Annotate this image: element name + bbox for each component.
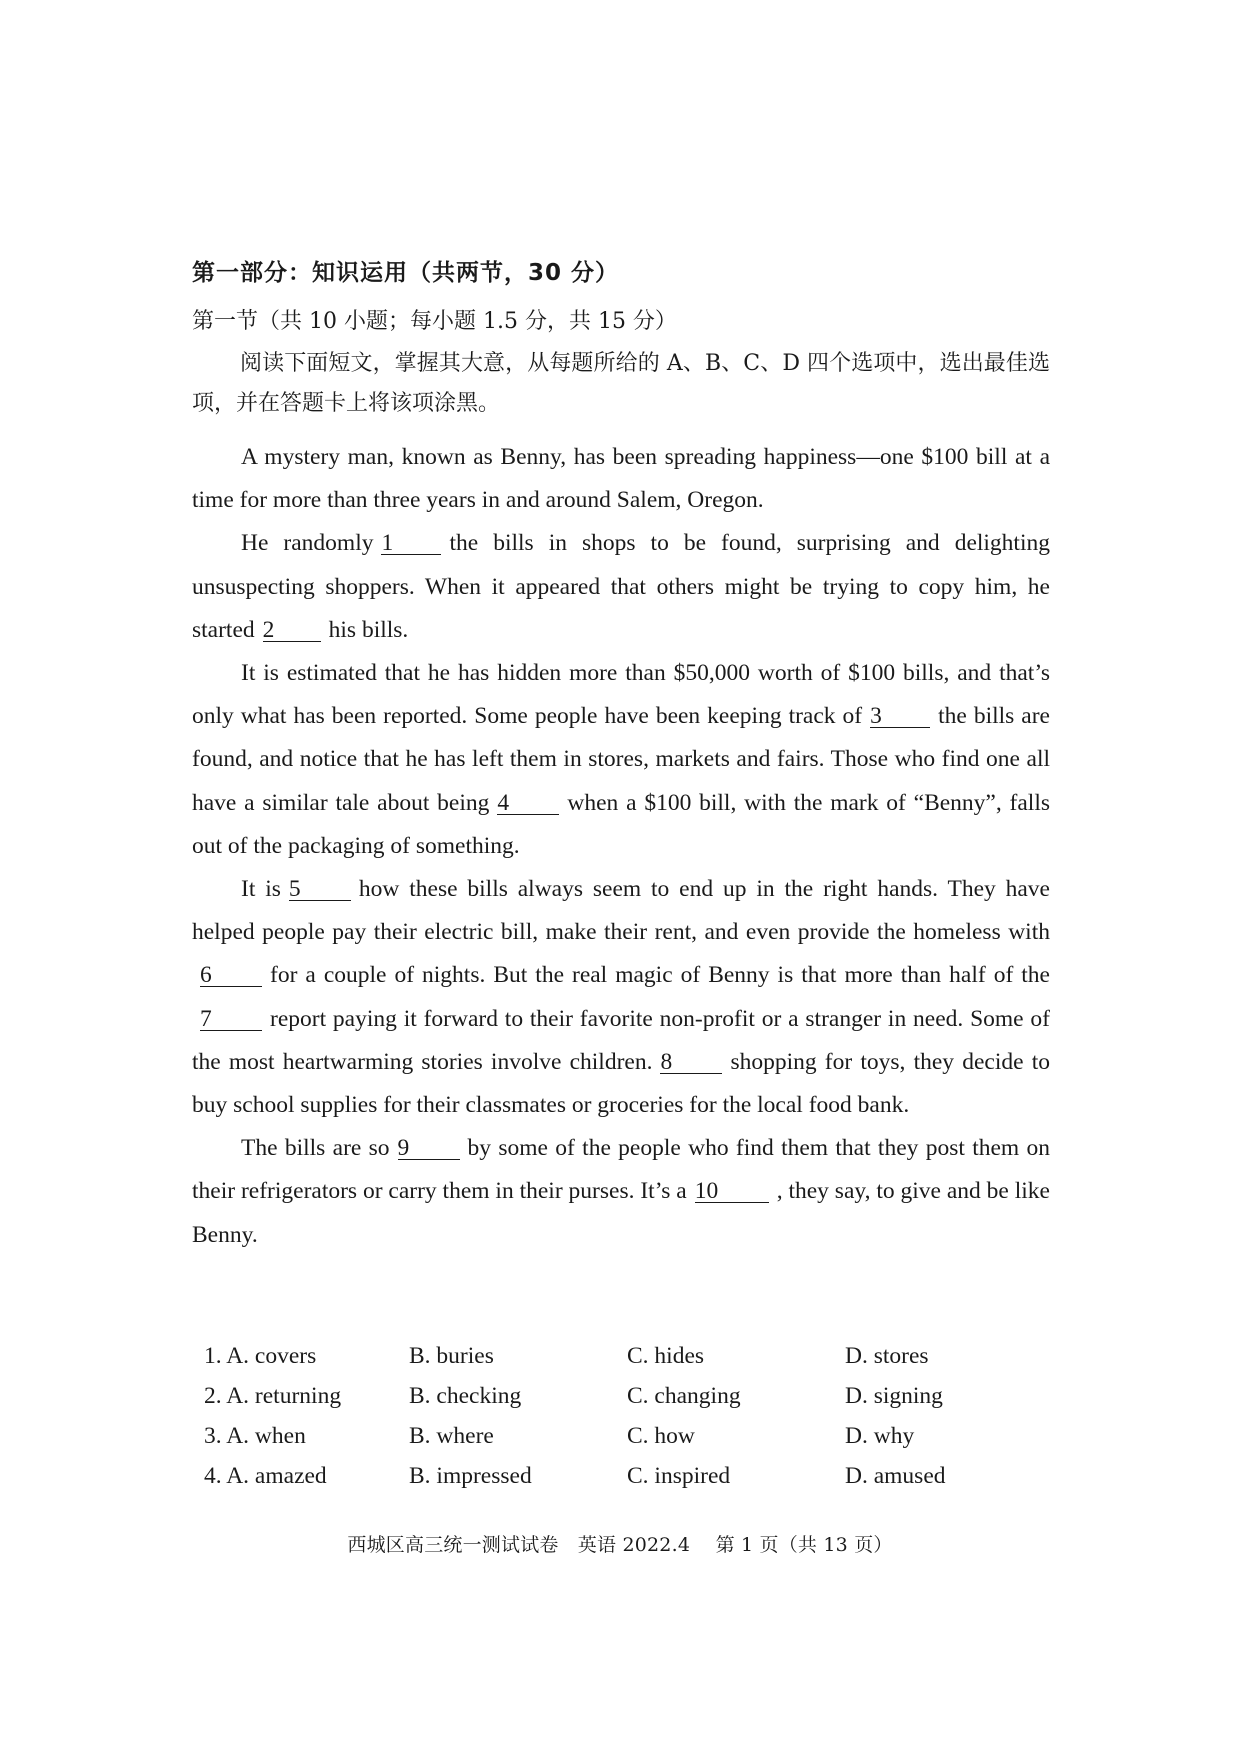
option-b: B. impressed	[409, 1463, 532, 1489]
passage-text: when a $100 bill, with the mark of “Benny”, falls out of the packaging of something.	[192, 789, 1050, 859]
passage-text: It is	[241, 876, 281, 903]
blank-8: 8	[660, 1051, 722, 1074]
section-title: 第一节（共 10 小题；每小题 1.5 分，共 15 分）	[192, 309, 677, 334]
passage-text: A mystery man, known as Benny, has been spreading happiness—one $100 bill at a time for more than three years in and around Salem, Oregon.	[192, 444, 1050, 514]
blank-1: 1	[381, 532, 441, 555]
passage-text: by some of the people who find them that they post them on their refrigerators or carry them in their purses. It’s a	[192, 1135, 1050, 1205]
passage-paragraph-2	[192, 522, 1050, 652]
option-c: C. inspired	[627, 1463, 731, 1489]
option-c: C. how	[627, 1423, 695, 1449]
passage-text: report paying it forward to their favorite non-profit or a stranger in need. Some of the most heartwarming stories involve children.	[192, 1005, 1050, 1075]
option-row-4	[204, 1456, 1004, 1496]
option-d: D. amused	[845, 1463, 946, 1489]
option-d: D. signing	[845, 1383, 943, 1409]
option-a: 3. A. when	[204, 1423, 306, 1449]
blank-6: 6	[200, 964, 262, 987]
instructions: 阅读下面短文，掌握其大意，从每题所给的 A、B、C、D 四个选项中，选出最佳选项，并在答题卡上将该项涂黑。	[192, 351, 1050, 416]
cloze-passage	[192, 436, 1050, 1257]
passage-text: It is estimated that he has hidden more than $50,000 worth of $100 bills, and that’s only what has been reported. Some people have been keeping track of	[192, 660, 1050, 730]
option-b: B. buries	[409, 1343, 494, 1369]
passage-text: his bills.	[328, 616, 409, 643]
blank-9: 9	[398, 1137, 460, 1160]
passage-text: , they say, to give and be like Benny.	[192, 1178, 1050, 1248]
option-d: D. stores	[845, 1343, 929, 1369]
passage-paragraph-1	[192, 436, 1050, 522]
passage-paragraph-4	[192, 868, 1050, 1127]
passage-text: how these bills always seem to end up in the right hands. They have helped people pay their electric bill, make their rent, and even provide the homeless with	[192, 876, 1050, 946]
blank-3: 3	[870, 705, 930, 728]
passage-text: shopping for toys, they decide to buy school supplies for their classmates or groceries for the local food bank.	[192, 1048, 1050, 1119]
option-b: B. where	[409, 1423, 494, 1449]
part-title: 第一部分：知识运用（共两节，30 分）	[192, 260, 620, 286]
answer-options	[204, 1336, 1004, 1496]
option-row-1	[204, 1336, 1004, 1376]
passage-paragraph-3	[192, 652, 1050, 868]
blank-2: 2	[263, 619, 321, 642]
passage-text: the bills are found, and notice that he has left them in stores, markets and fairs. Those who find one all have a similar tale about being	[192, 703, 1050, 816]
blank-10: 10	[695, 1180, 769, 1203]
option-row-3	[204, 1416, 1004, 1456]
option-a: 4. A. amazed	[204, 1463, 327, 1489]
blank-7: 7	[200, 1008, 262, 1031]
option-c: C. hides	[627, 1343, 705, 1369]
option-a: 2. A. returning	[204, 1383, 342, 1409]
passage-text: for a couple of nights. But the real magic of Benny is that more than half of the	[270, 962, 1050, 989]
blank-4: 4	[497, 792, 559, 815]
passage-text: the bills in shops to be found, surprising and delighting unsuspecting shoppers. When it appeared that others might be trying to copy him, he started	[192, 530, 1050, 643]
passage-text: He randomly	[241, 530, 374, 557]
option-d: D. why	[845, 1423, 915, 1449]
option-c: C. changing	[627, 1383, 741, 1409]
page-footer: 西城区高三统一测试试卷 英语 2022.4 第 1 页（共 13 页）	[347, 1534, 893, 1556]
option-a: 1. A. covers	[204, 1343, 317, 1369]
passage-text: The bills are so	[241, 1135, 390, 1162]
passage-paragraph-5	[192, 1127, 1050, 1257]
option-row-2	[204, 1376, 1004, 1416]
option-b: B. checking	[409, 1383, 522, 1409]
blank-5: 5	[289, 878, 351, 901]
